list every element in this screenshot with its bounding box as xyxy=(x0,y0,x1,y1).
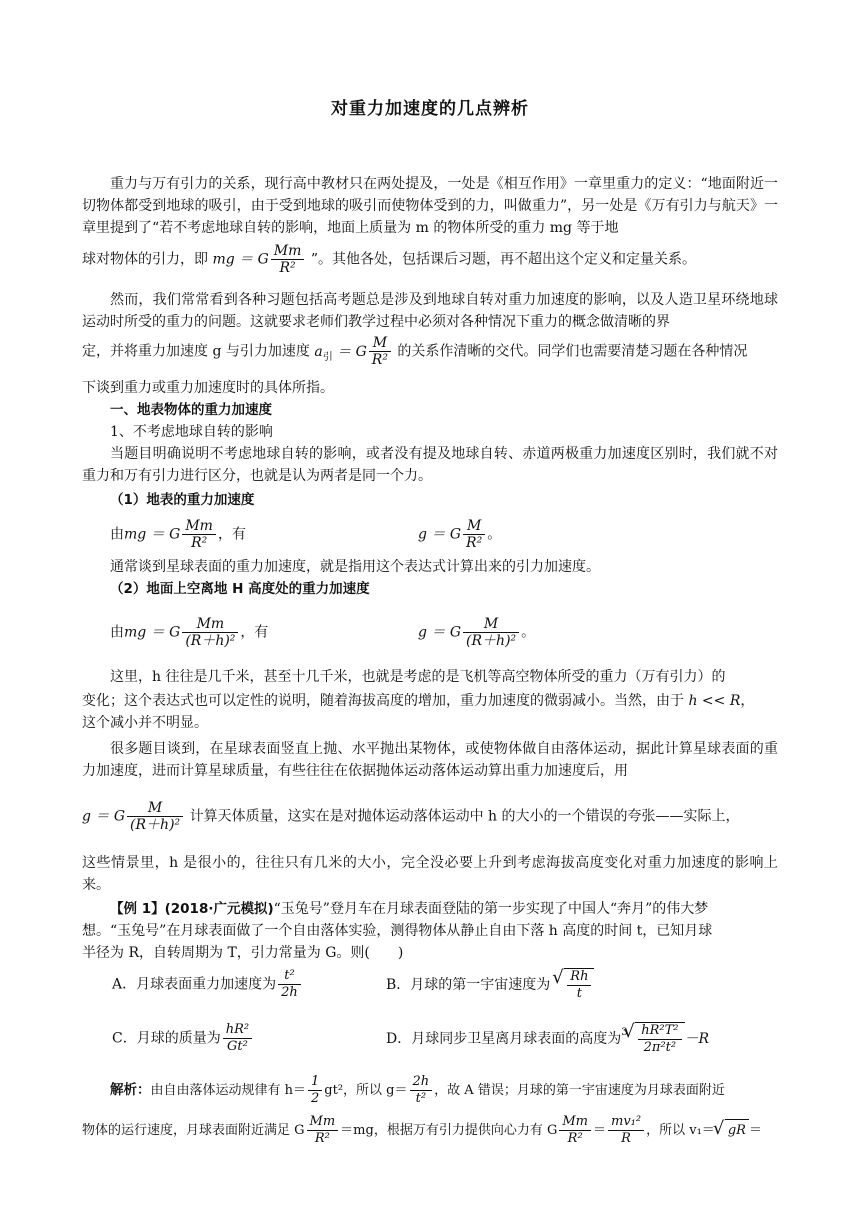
example-label: 【例 1】 xyxy=(110,901,165,917)
intro-p1-pre: 球对物体的引力，即 xyxy=(82,251,208,268)
option-d-text: D．月球同步卫星离月球表面的高度为 xyxy=(386,1031,622,1047)
formula-fraction: $\frac{M}{\text{(R＋h)²}}$ xyxy=(127,800,183,833)
solution-text: ，所以 v₁＝ xyxy=(646,1123,715,1138)
formula-fraction: $\frac{2h}{\text{t²}}$ xyxy=(410,1074,433,1107)
example-line-1 xyxy=(110,898,708,920)
solution-text: ＝mg，根据万有引力提供向心力有 G xyxy=(340,1123,558,1138)
eq-pre: 由 xyxy=(110,624,124,641)
example-line-3: 半径为 R，自转周期为 T，引力常量为 G。则( ) xyxy=(82,945,404,961)
formula-fraction: $\frac{Mm}{\text{(R＋h)²}}$ xyxy=(182,616,238,649)
equation-result-2: g ＝ G $\frac{M}{\text{(R＋h)²}}$ 。 xyxy=(418,616,536,649)
solution-line-1 xyxy=(110,1074,725,1107)
p4b-text: 计算天体质量，这实在是对抛体运动落体运动中 h 的大小的一个错误的夸张——实际上， xyxy=(189,808,740,825)
p3b-end: ， xyxy=(740,693,755,709)
eq-mid: ，有 xyxy=(240,624,269,641)
solution-line-2 xyxy=(82,1114,762,1147)
intro-p1-post: ”。其他各处，包括课后习题，再不超出这个定义和定量关系。 xyxy=(310,251,697,268)
formula-fraction: $\frac{M}{\text{(R＋h)²}}$ xyxy=(463,616,519,649)
intro-paragraph-2-end: 下谈到重力或重力加速度时的具体所指。 xyxy=(82,380,334,396)
option-b-text: B．月球的第一宇宙速度为 xyxy=(386,977,551,993)
paragraph-3c: 这个减小并不明显。 xyxy=(82,715,208,731)
formula-a-gravity: $a_引 = G$ xyxy=(314,343,367,363)
paragraph-4b: g ＝ G $\frac{M}{\text{(R＋h)²}}$ 计算天体质量，这实在是对抛体运动落体运动中 h 的大小的一个错误的夸张——实际上， xyxy=(82,800,740,833)
formula-mg-eq: mg ＝ G xyxy=(212,251,269,268)
paragraph-4a: 很多题目谈到，在星球表面竖直上抛、水平抛出某物体，或使物体做自由落体运动，据此计算星球表面的重力加速度，进而计算星球质量，有些往往在依据抛体运动落体运动算出重力加速度后，用 xyxy=(82,741,778,779)
formula-fraction: $\frac{\text{hR²}}{\text{Gt²}}$ xyxy=(223,1022,252,1055)
p3b-text: 变化；这个表达式也可以定性的说明，随着海拔高度的增加，重力加速度的微弱减小。当然，由于 xyxy=(82,693,684,709)
option-c-text: C．月球的质量为 xyxy=(112,1030,221,1047)
eq-end: 。 xyxy=(521,624,536,641)
formula-fraction: $\frac{Mm}{\text{R²}}$ xyxy=(271,243,305,276)
intro-p2-post: 的关系作清晰的交代。同学们也需要清楚习题在各种情况 xyxy=(397,343,748,360)
solution-text: ，故 A 错误；月球的第一宇宙速度为月球表面附近 xyxy=(434,1083,725,1098)
eq-pre: 由 xyxy=(110,526,124,543)
subsection-text: 当题目明确说明不考虑地球自转的影响，或者没有提及地球自转、赤道两极重力加速度区别时，我们就不对重力和万有引力进行区分，也就是认为两者是同一个力。 xyxy=(82,446,778,484)
solution-label: 解析： xyxy=(110,1082,151,1098)
solution-text: 物体的运行速度，月球表面附近满足 G xyxy=(82,1123,305,1138)
cube-root-formula: √ $\frac{\text{hR²T²}}{\text{2π²t²}}$ xyxy=(635,1022,684,1056)
example-text-1: “玉兔号”登月车在月球表面登陆的第一步实现了中国人“奔月”的伟大梦 xyxy=(273,901,709,917)
formula-fraction: $\frac{M}{\text{R²}}$ xyxy=(463,518,485,551)
item-heading-2: （2）地面上空离地 H 高度处的重力加速度 xyxy=(110,581,370,597)
option-a xyxy=(112,968,303,1001)
eq-end: 。 xyxy=(487,526,502,543)
subsection-heading: 1、不考虑地球自转的影响 xyxy=(110,424,273,440)
intro-p2-pre: 定，并将重力加速度 g 与引力加速度 xyxy=(82,343,310,360)
equation-row-1: 由mg ＝ G $\frac{Mm}{\text{R²}}$ ，有 xyxy=(110,518,246,551)
equation-row-2: 由mg ＝ G $\frac{Mm}{\text{(R＋h)²}}$ ，有 xyxy=(110,616,269,649)
eq-mid: ，有 xyxy=(217,526,246,543)
formula-fraction: $\frac{M}{\text{R²}}$ xyxy=(369,335,391,368)
solution-text: 由自由落体运动规律有 h＝ xyxy=(150,1083,307,1098)
formula-fraction: $\frac{Mm}{\text{R²}}$ xyxy=(182,518,216,551)
sqrt-formula: √ $\frac{Rh}{t}$ xyxy=(564,968,594,1002)
formula-fraction: $\frac{\text{mv₁²}}{R}$ xyxy=(608,1114,644,1147)
option-b xyxy=(386,968,594,1002)
option-d: D．月球同步卫星离月球表面的高度为3 √ $\frac{\text{hR²T²}}{\text{2π²t²}}$ －R xyxy=(386,1022,709,1056)
after-equation-1: 通常谈到星球表面的重力加速度，就是指用这个表达式计算出来的引力加速度。 xyxy=(110,559,600,575)
section-heading: 一、地表物体的重力加速度 xyxy=(110,402,272,418)
example-line-2: 想。“玉兔号”在月球表面做了一个自由落体实验，测得物体从静止自由下落 h 高度的时间 t，已知月球 xyxy=(82,923,713,939)
option-c xyxy=(112,1022,254,1055)
sqrt-formula: √ gR xyxy=(725,1119,749,1142)
formula-fraction: $\frac{1}{2}$ xyxy=(308,1074,322,1107)
formula-fraction: $\frac{Mm}{\text{R²}}$ xyxy=(559,1114,591,1147)
equation-result-1: g ＝ G $\frac{M}{\text{R²}}$ 。 xyxy=(418,518,502,551)
solution-text: ＝ xyxy=(748,1123,762,1138)
intro-paragraph-1-end xyxy=(82,243,696,276)
solution-text: gt²，所以 g＝ xyxy=(324,1083,408,1098)
intro-paragraph-1: 重力与万有引力的关系，现行高中教材只在两处提及，一处是《相互作用》一章里重力的定义：“地面附近一切物体都受到地球的吸引，由于受到地球的吸引而使物体受到的力，叫做重力”，另一处是《万有引力与航天》一章里提到了“若不考虑地球自转的影响，地面上质量为 m 的物体所受的重力 mg 等于地 xyxy=(82,176,778,236)
intro-paragraph-2-mid xyxy=(82,335,747,368)
paragraph-3a: 这里，h 往往是几千米，甚至十几千米，也就是考虑的是飞机等高空物体所受的重力（万有引力）的 xyxy=(110,669,726,685)
paragraph-3b: 变化；这个表达式也可以定性的说明，随着海拔高度的增加，重力加速度的微弱减小。当然，由于 h << R， xyxy=(82,693,755,709)
formula-fraction: $\frac{Mm}{\text{R²}}$ xyxy=(307,1114,339,1147)
solution-text: ＝ xyxy=(592,1123,606,1138)
page-title: 对重力加速度的几点辨析 xyxy=(331,99,529,119)
formula-fraction: $\frac{\text{t²}}{2h}$ xyxy=(278,968,301,1001)
option-a-text: A．月球表面重力加速度为 xyxy=(112,976,277,993)
paragraph-4c: 这些情景里，h 是很小的，往往只有几米的大小，完全没必要上升到考虑海拔高度变化对重力加速度的影响上来。 xyxy=(82,855,778,893)
example-source: (2018·广元模拟) xyxy=(164,901,274,917)
item-heading-1: （1）地表的重力加速度 xyxy=(110,492,255,508)
intro-paragraph-2: 然而，我们常常看到各种习题包括高考题总是涉及到地球自转对重力加速度的影响，以及人造卫星环绕地球运动时所受的重力的问题。这就要求老师们教学过程中必须对各种情况下重力的概念做清晰的界 xyxy=(82,292,778,330)
